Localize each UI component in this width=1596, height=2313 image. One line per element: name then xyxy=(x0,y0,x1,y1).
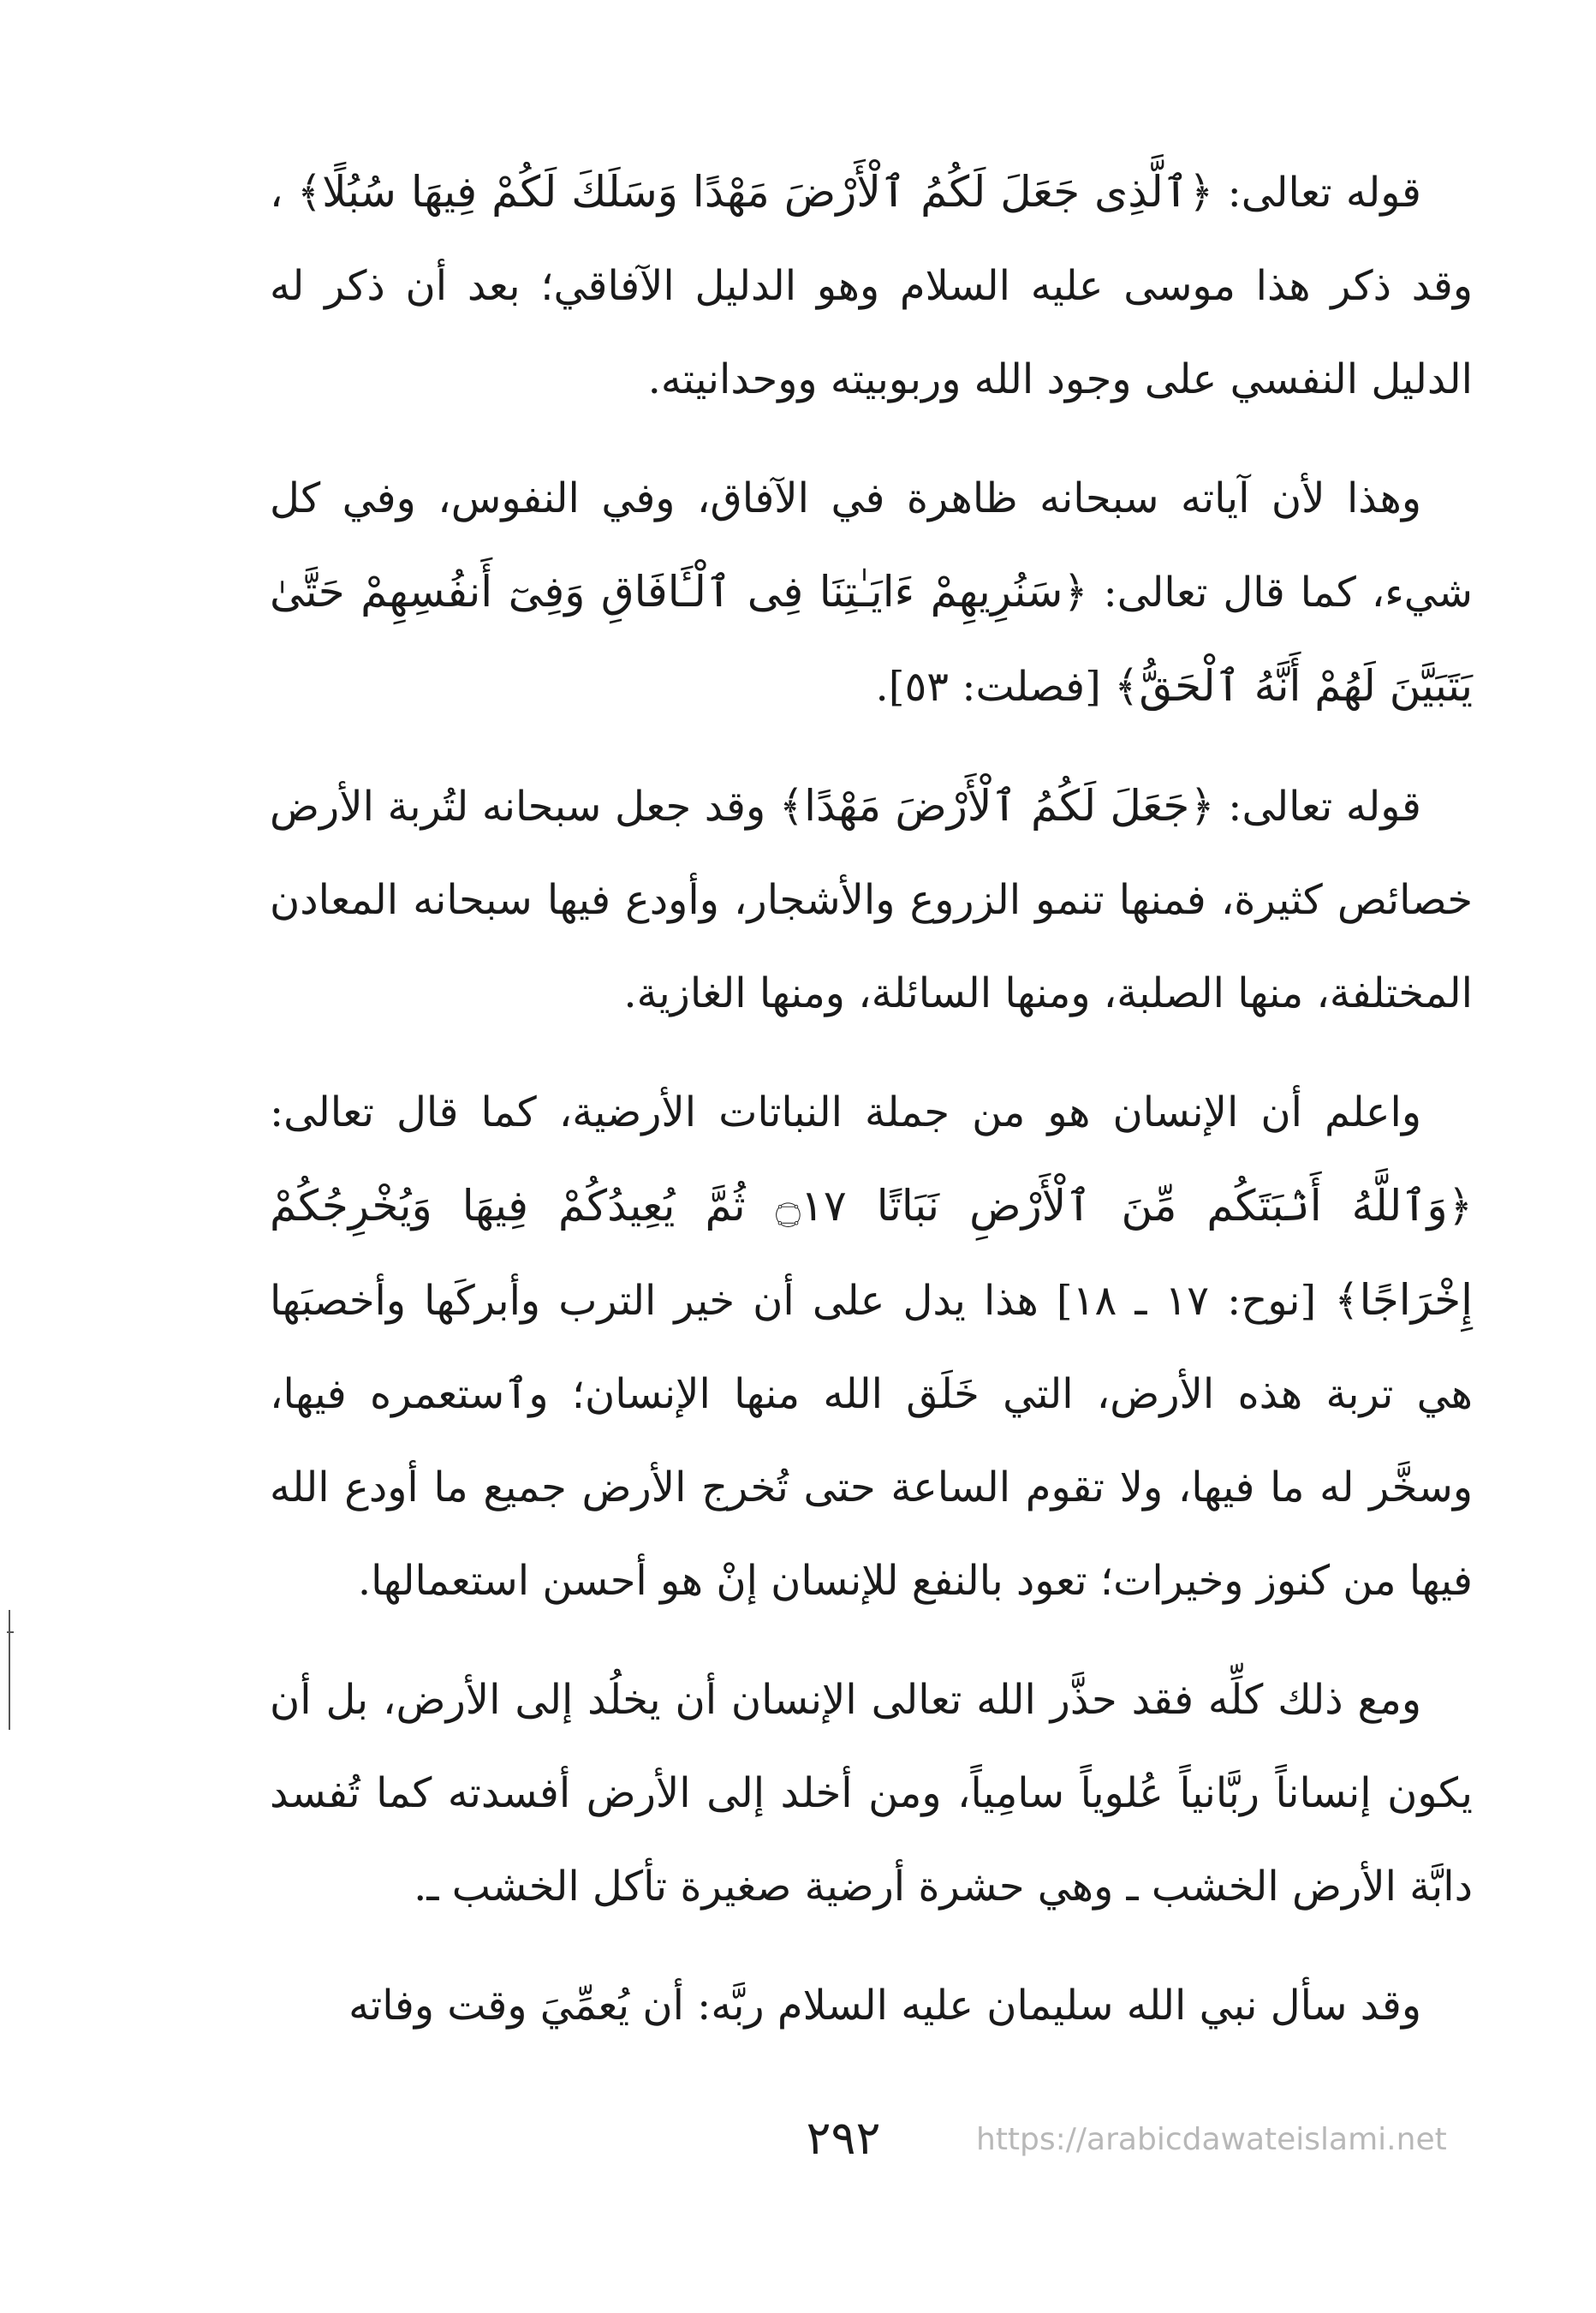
paragraph-text: وقد جعل سبحانه لتُربة الأرض خصائص كثيرة، فمنها تنمو الزروع والأشجار، وأودع فيها سبحانه المعادن المختلفة، منها الصلبة، ومنها السائلة، ومنها الغازية. xyxy=(270,783,1474,1017)
paragraph-text: [فصلت: ٥٣]. xyxy=(875,663,1115,711)
paragraph-text: ومع ذلك كلِّه فقد حذَّر الله تعالى الإنسان أن يخلُد إلى الأرض، بل أن يكون إنساناً ربَّانياً عُلوياً سامِياً، ومن أخلد إلى الأرض أفسدته كما تُفسد دابَّة الأرض الخشب ـ وهي حشرة أرضية صغيرة تأكل الخشب ـ. xyxy=(270,1676,1473,1911)
paragraph-4 xyxy=(270,1066,1473,1628)
paragraph-2 xyxy=(270,452,1473,734)
paragraph-text: واعلم أن الإنسان هو من جملة النباتات الأرضية، كما قال تعالى: xyxy=(270,1088,1421,1136)
page-number: ٢٩٢ xyxy=(806,2111,881,2165)
quran-verse: ﴿وَٱللَّهُ أَنۢبَتَكُم مِّنَ ٱلْأَرْضِ نَبَاتًا ۝١٧ ثُمَّ يُعِيدُكُمْ فِيهَا وَيُخْرِجُكُمْ إِخْرَاجًا﴾ xyxy=(270,1181,1474,1325)
paragraph-text: قوله تعالى: xyxy=(1214,783,1421,831)
paragraph-3 xyxy=(270,760,1473,1040)
paragraph-text: وقد سأل نبي الله سليمان عليه السلام ربَّه: أن يُعمِّيَ وقت وفاته xyxy=(348,1982,1421,2030)
watermark-url: https://arabicdawateislami.net xyxy=(976,2122,1447,2157)
quran-verse: ﴿ٱلَّذِى جَعَلَ لَكُمُ ٱلْأَرْضَ مَهْدًا وَسَلَكَ لَكُمْ فِيهَا سُبُلًا﴾ xyxy=(296,167,1214,217)
paragraph-text: ، وقد ذكر هذا موسى عليه السلام وهو الدليل الآفاقي؛ بعد أن ذكر له الدليل النفسي على وجود الله وربوبيته ووحدانيته. xyxy=(270,169,1473,403)
paragraph-6 xyxy=(270,1959,1473,2053)
page-edge-mark xyxy=(9,1610,10,1730)
paragraph-5 xyxy=(270,1654,1473,1934)
main-text xyxy=(270,146,1473,2078)
paragraph-text: قوله تعالى: xyxy=(1213,169,1421,217)
quran-verse: ﴿سَنُرِيهِمْ ءَايَـٰتِنَا فِى ٱلْـَٔافَاقِ وَفِىٓ أَنفُسِهِمْ حَتَّىٰ يَتَبَيَّنَ لَهُمْ أَنَّهُ ٱلْحَقُّ﴾ xyxy=(270,567,1473,711)
page-edge-tick xyxy=(7,1631,14,1633)
paragraph-text: [نوح: ١٧ ـ ١٨] هذا يدل على أن خير الترب وأبركَها وأخصبَها هي تربة هذه الأرض، التي خَلَق الله منها الإنسان؛ وٱستعمره فيها، وسخَّر له ما فيها، ولا تقوم الساعة حتى تُخرج الأرض جميع ما أودع الله فيها من كنوز وخيرات؛ تعود بالنفع للإنسان إنْ هو أحسن استعمالها. xyxy=(270,1277,1473,1605)
paragraph-1 xyxy=(270,146,1473,426)
paragraph-text: وهذا لأن آياته سبحانه ظاهرة في الآفاق، وفي النفوس، وفي كل شيء، كما قال تعالى: xyxy=(270,474,1474,617)
quran-verse: ﴿جَعَلَ لَكُمُ ٱلْأَرْضَ مَهْدًا﴾ xyxy=(778,781,1215,831)
